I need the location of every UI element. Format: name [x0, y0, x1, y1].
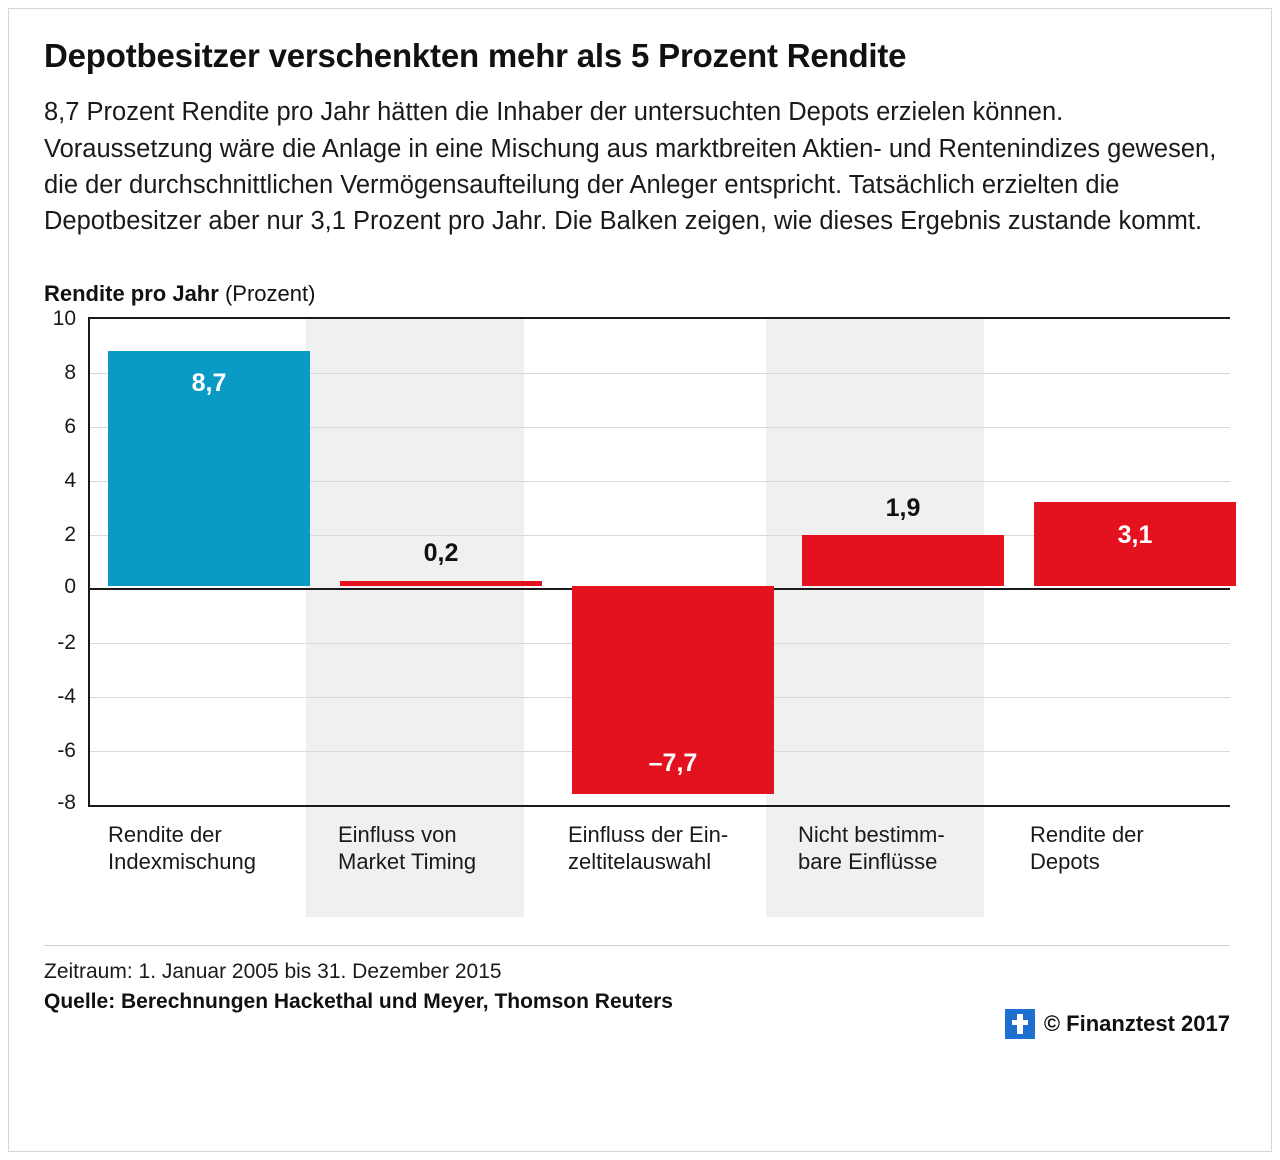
- bar-value-einzeltitelauswahl: –7,7: [648, 749, 698, 778]
- footer-period: Zeitraum: 1. Januar 2005 bis 31. Dezember 2015: [44, 960, 502, 984]
- category-label-3-line-1: Einfluss der Ein-: [568, 822, 729, 848]
- ytick-label-6: 6: [64, 415, 76, 439]
- bar-value-rendite-indexmischung: 8,7: [191, 369, 227, 398]
- category-label-5: [1030, 821, 1230, 876]
- finanztest-logo-icon: [1005, 1009, 1035, 1039]
- category-label-5-line-1: Rendite der: [1030, 822, 1144, 848]
- ytick-label-minus6: -6: [57, 739, 76, 763]
- category-label-4-line-1: Nicht bestimm-: [798, 822, 945, 848]
- y-axis-line: [88, 317, 90, 807]
- category-label-3-line-2: zeltitelauswahl: [568, 849, 712, 875]
- category-label-4: [798, 821, 1013, 876]
- bar-chart: [44, 307, 1230, 927]
- bar-market-timing[interactable]: [340, 581, 542, 586]
- page-title: Depotbesitzer verschenkten mehr als 5 Prozent Rendite: [44, 37, 907, 74]
- bar-value-nicht-bestimmbare-einfluesse: 1,9: [885, 494, 921, 523]
- ytick-label-0: 0: [64, 575, 76, 599]
- ytick-label-minus4: -4: [57, 685, 76, 709]
- category-label-1: [108, 821, 318, 876]
- ytick-label-8: 8: [64, 361, 76, 385]
- chart-axis-title: [44, 281, 1230, 307]
- ytick-label-2: 2: [64, 523, 76, 547]
- bar-value-rendite-depots: 3,1: [1117, 521, 1153, 550]
- footer-source: Quelle: Berechnungen Hackethal und Meyer, Thomson Reuters: [44, 990, 673, 1014]
- intro-paragraph: 8,7 Prozent Rendite pro Jahr hätten die Inhaber der untersuchten Depots erzielen können. Voraussetzung wäre die Anlage in eine Mischung aus marktbreiten Aktien- und Rentenindizes gewesen, die der durchschnittlichen Vermögensaufteilung der Anleger entspricht. Tatsächlich erzielten die Depotbesitzer aber nur 3,1 Prozent pro Jahr. Die Balken zeigen, wie dieses Ergebnis zustande kommt.: [44, 98, 1217, 235]
- ytick-label-4: 4: [64, 469, 76, 493]
- chart-axis-title-unit: (Prozent): [224, 281, 316, 307]
- bar-nicht-bestimmbare-einfluesse[interactable]: [802, 535, 1004, 586]
- category-label-2-line-1: Einfluss von: [338, 822, 457, 848]
- category-label-1-line-1: Rendite der: [108, 822, 222, 848]
- copyright-label: © Finanztest 2017: [1043, 1011, 1230, 1037]
- category-label-2-line-2: Market Timing: [338, 849, 477, 875]
- ytick-label-10: 10: [52, 307, 76, 331]
- chart-footer: [44, 945, 1230, 1041]
- category-label-2: [338, 821, 548, 876]
- chart-axis-title-main: Rendite pro Jahr: [44, 281, 219, 307]
- ytick-label-minus2: -2: [57, 631, 76, 655]
- category-label-5-line-2: Depots: [1030, 849, 1100, 875]
- footer-divider: [44, 945, 1230, 946]
- brand-block: [1005, 1009, 1230, 1039]
- bar-value-market-timing: 0,2: [423, 539, 459, 568]
- category-label-3: [568, 821, 783, 876]
- category-label-1-line-2: Indexmischung: [108, 849, 256, 875]
- category-label-4-line-2: bare Einflüsse: [798, 849, 938, 875]
- ytick-label-minus8: -8: [57, 791, 76, 815]
